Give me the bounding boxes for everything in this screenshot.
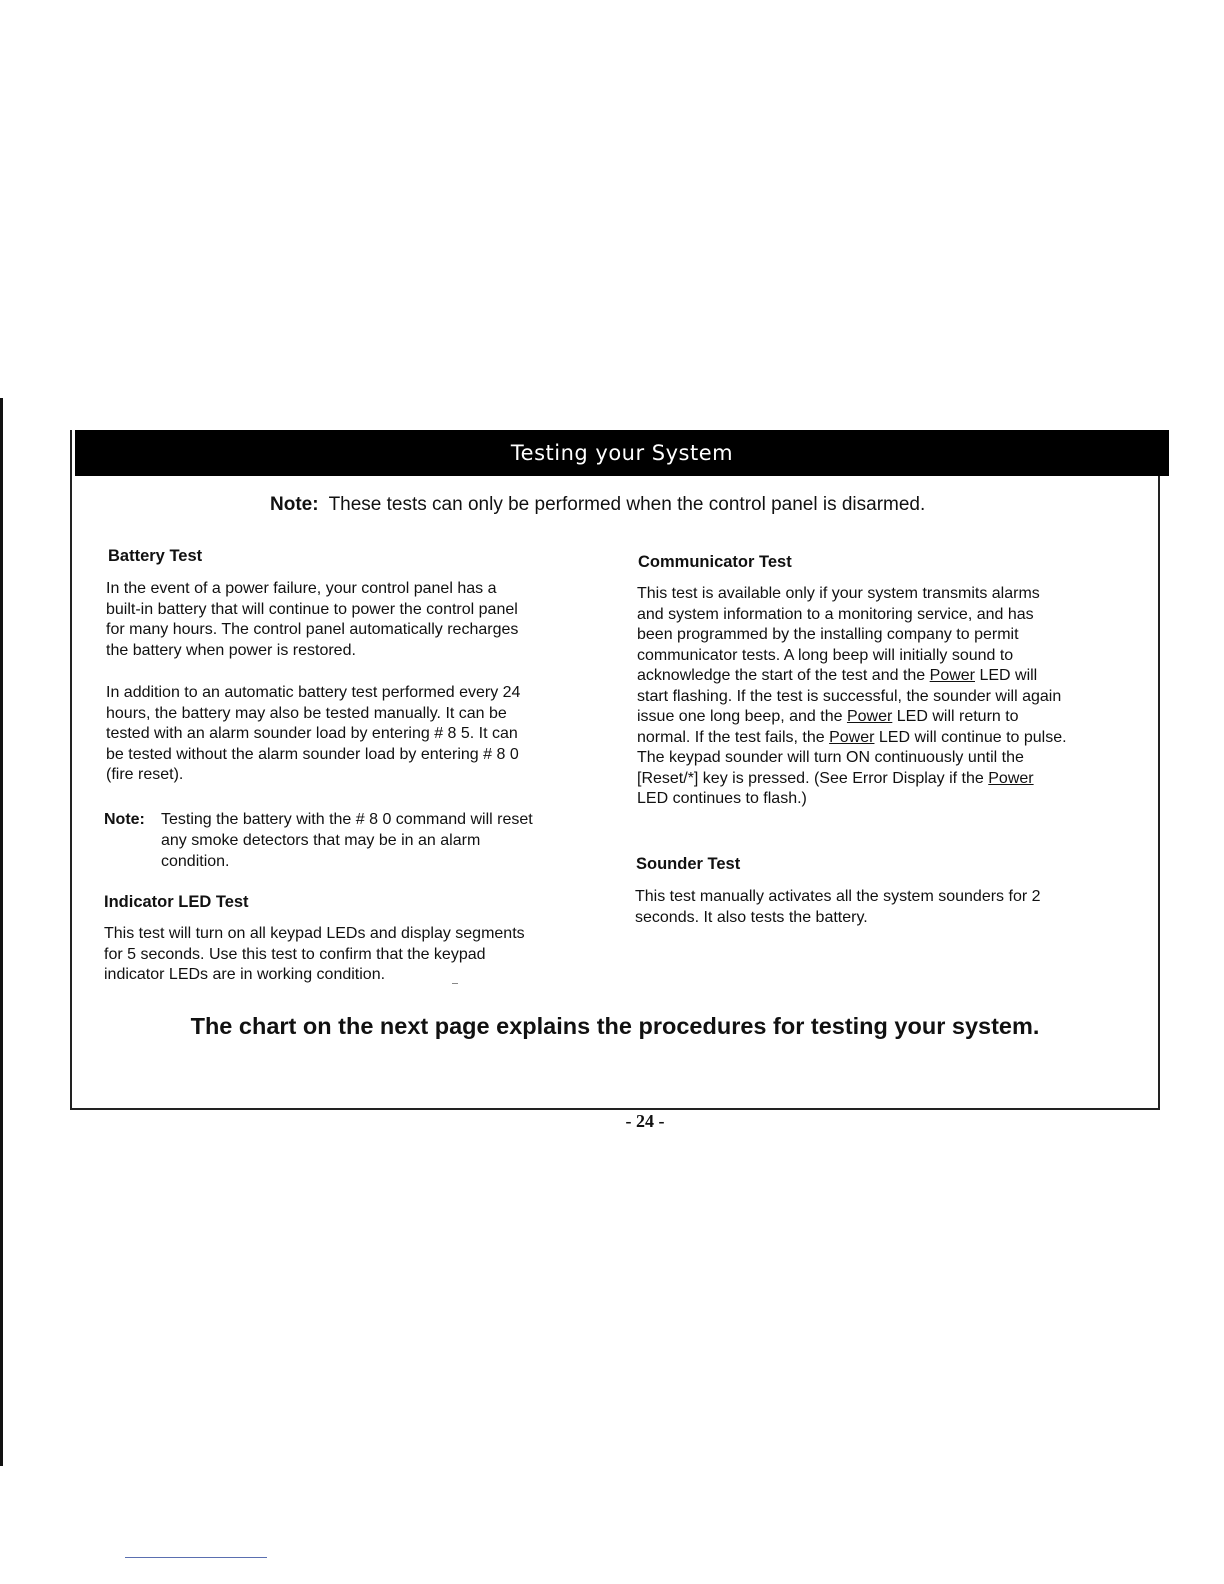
- text-line: Testing the battery with the # 8 0 command will reset: [161, 811, 533, 828]
- section-title: Testing your System: [75, 430, 1169, 476]
- power-led-term: Power: [929, 667, 975, 684]
- page-number: - 24 -: [625, 1111, 665, 1131]
- text-line: seconds. It also tests the battery.: [635, 908, 868, 926]
- battery-test-paragraph-2: [106, 683, 520, 786]
- text-line: any smoke detectors that may be in an alarm: [161, 832, 481, 849]
- text-line: The keypad sounder will turn ON continuously until the: [637, 749, 1024, 766]
- power-led-term: Power: [829, 728, 875, 746]
- indicator-led-test-paragraph: [104, 924, 525, 986]
- text-line: indicator LEDs are in working condition.: [104, 966, 386, 983]
- communicator-test-heading: Communicator Test: [638, 553, 792, 571]
- indicator-led-test-heading: Indicator LED Test: [104, 893, 249, 911]
- power-led-term: Power: [846, 708, 893, 725]
- battery-test-paragraph-1: [106, 579, 518, 661]
- note-text: These tests can only be performed when the control panel is disarmed.: [328, 494, 926, 515]
- text-segment: acknowledge the start of the test and the: [637, 667, 930, 684]
- communicator-test-paragraph: [637, 584, 1067, 810]
- text-line: [637, 769, 1067, 790]
- text-line: start flashing. If the test is successful, the sounder will again: [637, 687, 1062, 705]
- text-line: for many hours. The control panel automatically recharges: [106, 621, 519, 638]
- sounder-test-paragraph: [635, 887, 1041, 928]
- text-line: be tested without the alarm sounder load by entering # 8 0: [106, 745, 519, 763]
- disarmed-note: [270, 494, 1030, 516]
- text-line: [637, 666, 1067, 687]
- battery-note-label: Note:: [104, 811, 145, 828]
- text-line: hours, the battery may also be tested manually. It can be: [106, 704, 507, 722]
- text-segment: normal. If the test fails, the: [637, 728, 830, 746]
- text-line: condition.: [161, 853, 230, 870]
- chart-reference-statement: The chart on the next page explains the procedures for testing your system.: [190, 1013, 1040, 1039]
- scan-speck: [452, 983, 458, 984]
- text-line: tested with an alarm sounder load by entering # 8 5. It can: [106, 725, 518, 742]
- text-line: [637, 707, 1067, 728]
- text-segment: LED will: [975, 667, 1038, 684]
- text-segment: LED will return to: [892, 708, 1019, 725]
- sounder-test-heading: Sounder Test: [636, 855, 741, 873]
- text-line: [637, 728, 1067, 749]
- text-line: LED continues to flash.): [637, 790, 807, 807]
- text-line: and system information to a monitoring service, and has: [637, 605, 1034, 623]
- text-line: In addition to an automatic battery test performed every 24: [106, 684, 521, 701]
- battery-note-text: [161, 809, 533, 872]
- battery-note: [104, 809, 533, 872]
- text-line: been programmed by the installing company to permit: [637, 626, 1019, 643]
- text-segment: issue one long beep, and the: [637, 708, 847, 725]
- note-label: Note:: [270, 494, 319, 515]
- text-line: In the event of a power failure, your control panel has a: [106, 580, 497, 597]
- text-line: This test will turn on all keypad LEDs and display segments: [104, 925, 525, 942]
- scan-underline-mark: [125, 1557, 267, 1558]
- text-line: built-in battery that will continue to power the control panel: [106, 600, 518, 618]
- text-segment: [Reset/*] key is pressed. (See Error Display if the: [637, 769, 989, 787]
- text-segment: LED will continue to pulse.: [874, 728, 1067, 746]
- text-line: This test manually activates all the system sounders for 2: [635, 888, 1041, 905]
- text-line: communicator tests. A long beep will initially sound to: [637, 646, 1014, 664]
- text-line: for 5 seconds. Use this test to confirm that the keypad: [104, 945, 486, 963]
- battery-test-heading: Battery Test: [108, 547, 203, 565]
- power-led-term: Power: [988, 769, 1034, 787]
- text-line: the battery when power is restored.: [106, 641, 356, 659]
- text-line: (fire reset).: [106, 766, 184, 783]
- text-line: This test is available only if your system transmits alarms: [637, 585, 1040, 602]
- scan-edge-line: [0, 398, 3, 1466]
